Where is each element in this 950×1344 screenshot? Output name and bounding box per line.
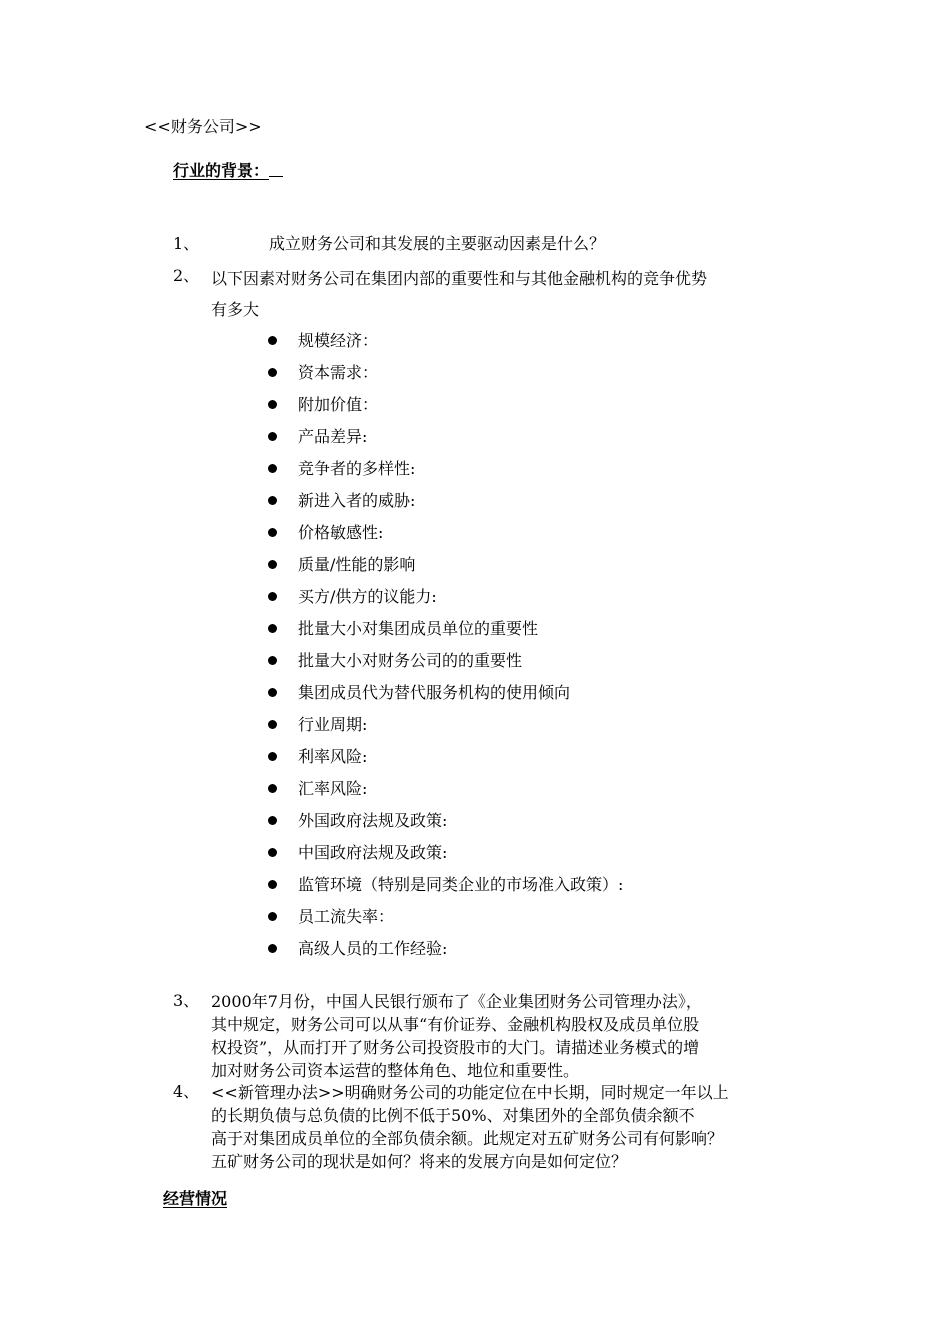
factor-item xyxy=(268,325,623,357)
question-4-text xyxy=(211,1081,831,1173)
factor-text: 买方/供方的议能力: xyxy=(298,587,437,606)
factor-item xyxy=(268,869,623,901)
question-4-line: <<新管理办法>>明确财务公司的功能定位在中长期，同时规定一年以上 xyxy=(211,1083,729,1102)
factor-text: 新进入者的威胁: xyxy=(298,491,416,510)
factor-item xyxy=(268,485,623,517)
bullet-icon xyxy=(268,400,277,409)
bullet-icon xyxy=(268,624,277,633)
factor-item xyxy=(268,709,623,741)
factor-item xyxy=(268,421,623,453)
question-1-number: 1、 xyxy=(173,234,200,253)
factor-text: 高级人员的工作经验: xyxy=(298,939,448,958)
factor-text: 产品差异: xyxy=(298,427,368,446)
question-4-number: 4、 xyxy=(173,1082,200,1101)
bullet-icon xyxy=(268,560,277,569)
question-2-line-2: 有多大 xyxy=(211,300,260,319)
factor-text: 外国政府法规及政策: xyxy=(298,811,448,830)
section-heading-industry-background-text: 行业的背景： xyxy=(173,161,270,180)
factor-text: 汇率风险: xyxy=(298,779,368,798)
heading-underline-trail xyxy=(269,160,283,177)
question-4-line: 高于对集团成员单位的全部负债余额。此规定对五矿财务公司有何影响？ xyxy=(211,1129,724,1148)
factor-text: 批量大小对集团成员单位的重要性 xyxy=(298,619,539,638)
factor-text: 员工流失率： xyxy=(298,907,395,926)
factor-text: 批量大小对财务公司的的重要性 xyxy=(298,651,523,670)
bullet-icon xyxy=(268,432,277,441)
factor-item xyxy=(268,805,623,837)
bullet-icon xyxy=(268,336,277,345)
question-4-line: 五矿财务公司的现状是如何？将来的发展方向是如何定位？ xyxy=(211,1152,628,1171)
bullet-icon xyxy=(268,656,277,665)
factor-item xyxy=(268,645,623,677)
factor-item xyxy=(268,357,623,389)
factor-item xyxy=(268,677,623,709)
factor-item xyxy=(268,933,623,965)
bullet-icon xyxy=(268,720,277,729)
factor-item xyxy=(268,741,623,773)
factor-text: 资本需求： xyxy=(298,363,379,382)
factor-text: 价格敏感性: xyxy=(298,523,384,542)
section-heading-industry-background xyxy=(173,160,283,182)
question-3-line: 其中规定，财务公司可以从事“有价证券、金融机构股权及成员单位股 xyxy=(211,1015,700,1034)
factor-item xyxy=(268,837,623,869)
section-heading-operations: 经营情况 xyxy=(163,1189,228,1208)
bullet-icon xyxy=(268,944,277,953)
factor-text: 质量/性能的影响 xyxy=(298,555,416,574)
factor-item xyxy=(268,453,623,485)
factor-text: 监管环境（特别是同类企业的市场准入政策）: xyxy=(298,875,624,894)
factor-item xyxy=(268,549,623,581)
factor-text: 中国政府法规及政策: xyxy=(298,843,448,862)
bullet-icon xyxy=(268,368,277,377)
question-1-text: 成立财务公司和其发展的主要驱动因素是什么？ xyxy=(269,234,606,253)
factor-text: 竞争者的多样性: xyxy=(298,459,416,478)
bullet-icon xyxy=(268,912,277,921)
bullet-icon xyxy=(268,528,277,537)
bullet-icon xyxy=(268,816,277,825)
question-2-text xyxy=(211,263,811,325)
bullet-icon xyxy=(268,592,277,601)
question-2-line-1: 以下因素对财务公司在集团内部的重要性和与其他金融机构的竞争优势 xyxy=(211,269,708,288)
factor-text: 规模经济： xyxy=(298,331,379,350)
bullet-icon xyxy=(268,496,277,505)
bullet-icon xyxy=(268,880,277,889)
factor-item xyxy=(268,613,623,645)
question-2-number: 2、 xyxy=(173,266,200,285)
bullet-icon xyxy=(268,848,277,857)
document-title: <<财务公司>> xyxy=(144,117,262,136)
factor-text: 行业周期: xyxy=(298,715,368,734)
factor-text: 利率风险: xyxy=(298,747,368,766)
factor-item xyxy=(268,581,623,613)
factor-item xyxy=(268,901,623,933)
bullet-icon xyxy=(268,688,277,697)
factor-list xyxy=(268,325,623,965)
factor-item xyxy=(268,517,623,549)
factor-item xyxy=(268,389,623,421)
factor-text: 附加价值： xyxy=(298,395,379,414)
question-3-line: 加对财务公司资本运营的整体角色、地位和重要性。 xyxy=(211,1061,580,1080)
question-3-line: 权投资”，从而打开了财务公司投资股市的大门。请描述业务模式的增 xyxy=(211,1038,700,1057)
bullet-icon xyxy=(268,784,277,793)
question-3-text xyxy=(211,990,811,1082)
question-3-number: 3、 xyxy=(173,991,200,1010)
bullet-icon xyxy=(268,752,277,761)
bullet-icon xyxy=(268,464,277,473)
factor-item xyxy=(268,773,623,805)
question-3-line: 2000年7月份，中国人民银行颁布了《企业集团财务公司管理办法》， xyxy=(211,992,702,1011)
factor-text: 集团成员代为替代服务机构的使用倾向 xyxy=(298,683,571,702)
question-4-line: 的长期负债与总负债的比例不低于50%、对集团外的全部负债余额不 xyxy=(211,1106,695,1125)
